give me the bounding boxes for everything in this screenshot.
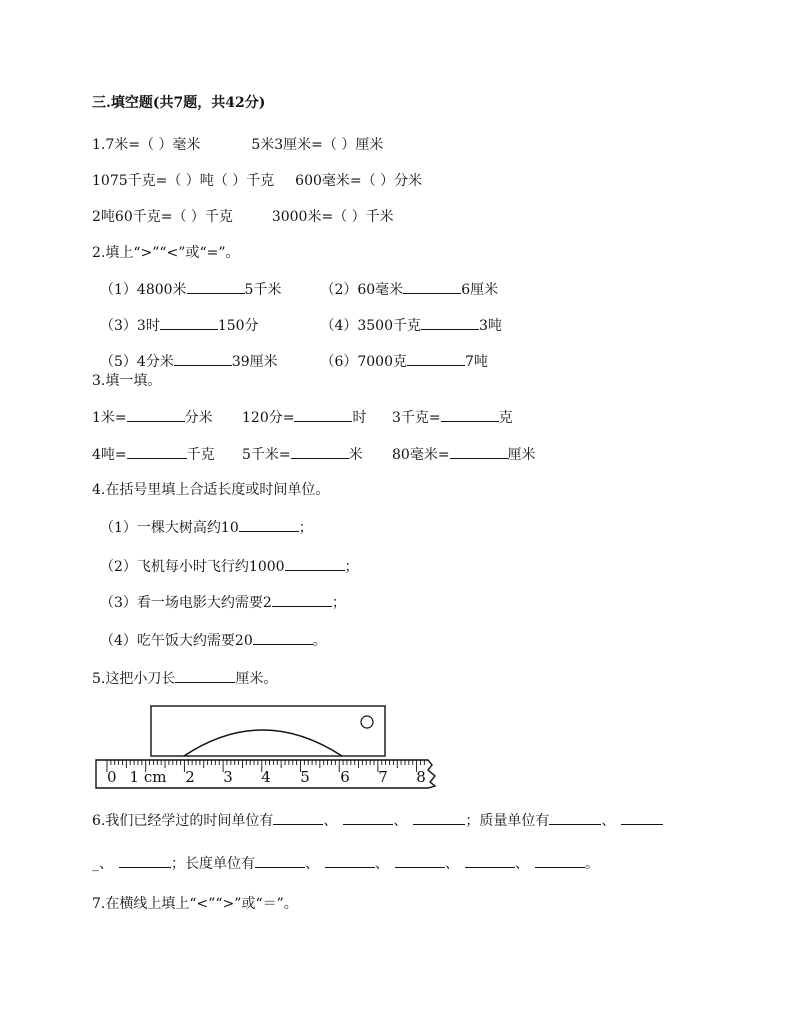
section-title: 三.填空题(共7题，共42分) <box>92 95 266 111</box>
q2-item-4: （4）3500千克 3吨 <box>320 318 501 334</box>
q3-row-2 <box>92 444 536 465</box>
q3-row-1 <box>92 407 513 428</box>
q6-row-2: _、 ；长度单位有 、 、 、 、 。 <box>92 853 599 874</box>
q3-item: 3千克= 克 <box>392 410 513 426</box>
answer-blank[interactable] <box>272 592 332 607</box>
q1-row-3 <box>92 207 394 227</box>
answer-blank[interactable] <box>325 853 375 868</box>
q7-title: 7.在横线上填上“<”“>”或“＝”。 <box>92 896 298 912</box>
q2-item-3: （3）3时 150分 <box>100 315 316 336</box>
q2-title: 2.填上“>”“<”或“=”。 <box>92 245 240 261</box>
q1-row-1 <box>92 135 383 155</box>
q3-item: 4吨= 千克 <box>92 444 242 465</box>
q1-r1b: 5米3厘米=（ ）厘米 <box>251 137 384 153</box>
answer-blank[interactable] <box>127 444 187 459</box>
q2-item-2: （2）60毫米 6厘米 <box>320 282 498 298</box>
ruler-label-2: 2 <box>185 768 195 786</box>
answer-blank[interactable] <box>239 517 299 532</box>
knife-body <box>151 706 385 756</box>
q2-row-1 <box>100 279 498 300</box>
q4-item-4: （4）吃午饭大约需要20 。 <box>100 630 327 651</box>
answer-blank[interactable] <box>273 810 323 825</box>
answer-blank[interactable] <box>119 853 171 868</box>
answer-blank[interactable] <box>441 407 499 422</box>
answer-blank[interactable] <box>450 444 508 459</box>
answer-blank[interactable] <box>291 444 349 459</box>
ruler-knife-figure <box>92 702 452 792</box>
answer-blank[interactable] <box>175 668 235 683</box>
q3-title: 3.填一填。 <box>92 373 162 389</box>
ruler-label-7: 7 <box>378 768 388 786</box>
q1-r1a: 1.7米=（ ）毫米 <box>92 137 201 153</box>
answer-blank[interactable] <box>343 810 393 825</box>
answer-blank[interactable] <box>395 853 445 868</box>
q4-item-2: （2）飞机每小时飞行约1000 ； <box>100 556 359 577</box>
q2-item-5: （5）4分米 39厘米 <box>100 351 316 372</box>
answer-blank[interactable] <box>549 810 601 825</box>
q4-item-1: （1）一棵大树高约10 ； <box>100 517 313 538</box>
q4-item-3: （3）看一场电影大约需要2 ； <box>100 592 346 613</box>
ruler-label-5: 5 <box>300 768 310 786</box>
ruler-label-3: 3 <box>223 768 233 786</box>
answer-blank[interactable] <box>174 351 232 366</box>
ruler-label-1cm: 1 cm <box>129 768 167 786</box>
q1-r2a: 1075千克=（ ）吨（ ）千克 <box>92 173 275 189</box>
q1-r3a: 2吨60千克=（ ）千克 <box>92 209 233 225</box>
answer-blank[interactable] <box>285 556 345 571</box>
answer-blank[interactable] <box>421 315 479 330</box>
q5-text: 5.这把小刀长 厘米。 <box>92 668 277 689</box>
q2-row-2 <box>100 315 502 336</box>
answer-blank[interactable] <box>465 853 515 868</box>
answer-blank[interactable] <box>621 810 663 825</box>
answer-blank[interactable] <box>413 810 465 825</box>
answer-blank[interactable] <box>187 279 245 294</box>
q3-item: 80毫米= 厘米 <box>392 447 536 463</box>
knife-hole <box>361 716 373 728</box>
answer-blank[interactable] <box>407 351 465 366</box>
q1-row-2 <box>92 171 422 191</box>
q2-item-6: （6）7000克 7吨 <box>320 354 487 370</box>
q6-row-1: 6.我们已经学过的时间单位有 、 、 ；质量单位有 、 <box>92 810 663 831</box>
answer-blank[interactable] <box>535 853 585 868</box>
answer-blank[interactable] <box>253 630 313 645</box>
answer-blank[interactable] <box>160 315 218 330</box>
answer-blank[interactable] <box>294 407 352 422</box>
q4-title: 4.在括号里填上合适长度或时间单位。 <box>92 482 330 498</box>
answer-blank[interactable] <box>127 407 185 422</box>
q3-item: 1米= 分米 <box>92 407 242 428</box>
ruler-label-6: 6 <box>340 768 350 786</box>
q2-row-3 <box>100 351 488 372</box>
q3-item: 120分= 时 <box>242 407 392 428</box>
ruler-label-8: 8 <box>416 768 426 786</box>
ruler-label-0: 0 <box>107 768 117 786</box>
answer-blank[interactable] <box>403 279 461 294</box>
answer-blank[interactable] <box>255 853 305 868</box>
q2-item-1: （1）4800米 5千米 <box>100 279 316 300</box>
q3-item: 5千米= 米 <box>242 444 392 465</box>
q1-r3b: 3000米=（ ）千米 <box>271 209 394 225</box>
ruler-label-4: 4 <box>261 768 271 786</box>
q1-r2b: 600毫米=（ ）分米 <box>295 173 423 189</box>
